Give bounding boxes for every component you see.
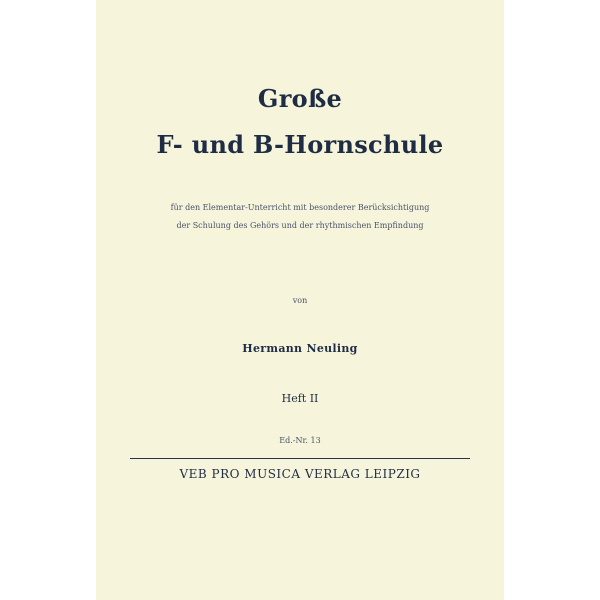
title-page xyxy=(96,0,504,600)
author-name: Hermann Neuling xyxy=(242,342,358,355)
publisher-name: VEB PRO MUSICA VERLAG LEIPZIG xyxy=(179,467,421,481)
volume-label: Heft II xyxy=(281,392,319,405)
subtitle-line-2: der Schulung des Gehörs und der rhythmischen Empfindung xyxy=(176,221,424,230)
edition-number: Ed.-Nr. 13 xyxy=(279,436,321,445)
by-label: von xyxy=(292,296,308,305)
title-line-1: Große xyxy=(257,84,343,113)
divider-rule xyxy=(130,458,470,459)
subtitle-line-1: für den Elementar-Unterricht mit besonderer Berücksichtigung xyxy=(170,203,430,212)
title-line-2: F- und B-Hornschule xyxy=(156,130,444,159)
